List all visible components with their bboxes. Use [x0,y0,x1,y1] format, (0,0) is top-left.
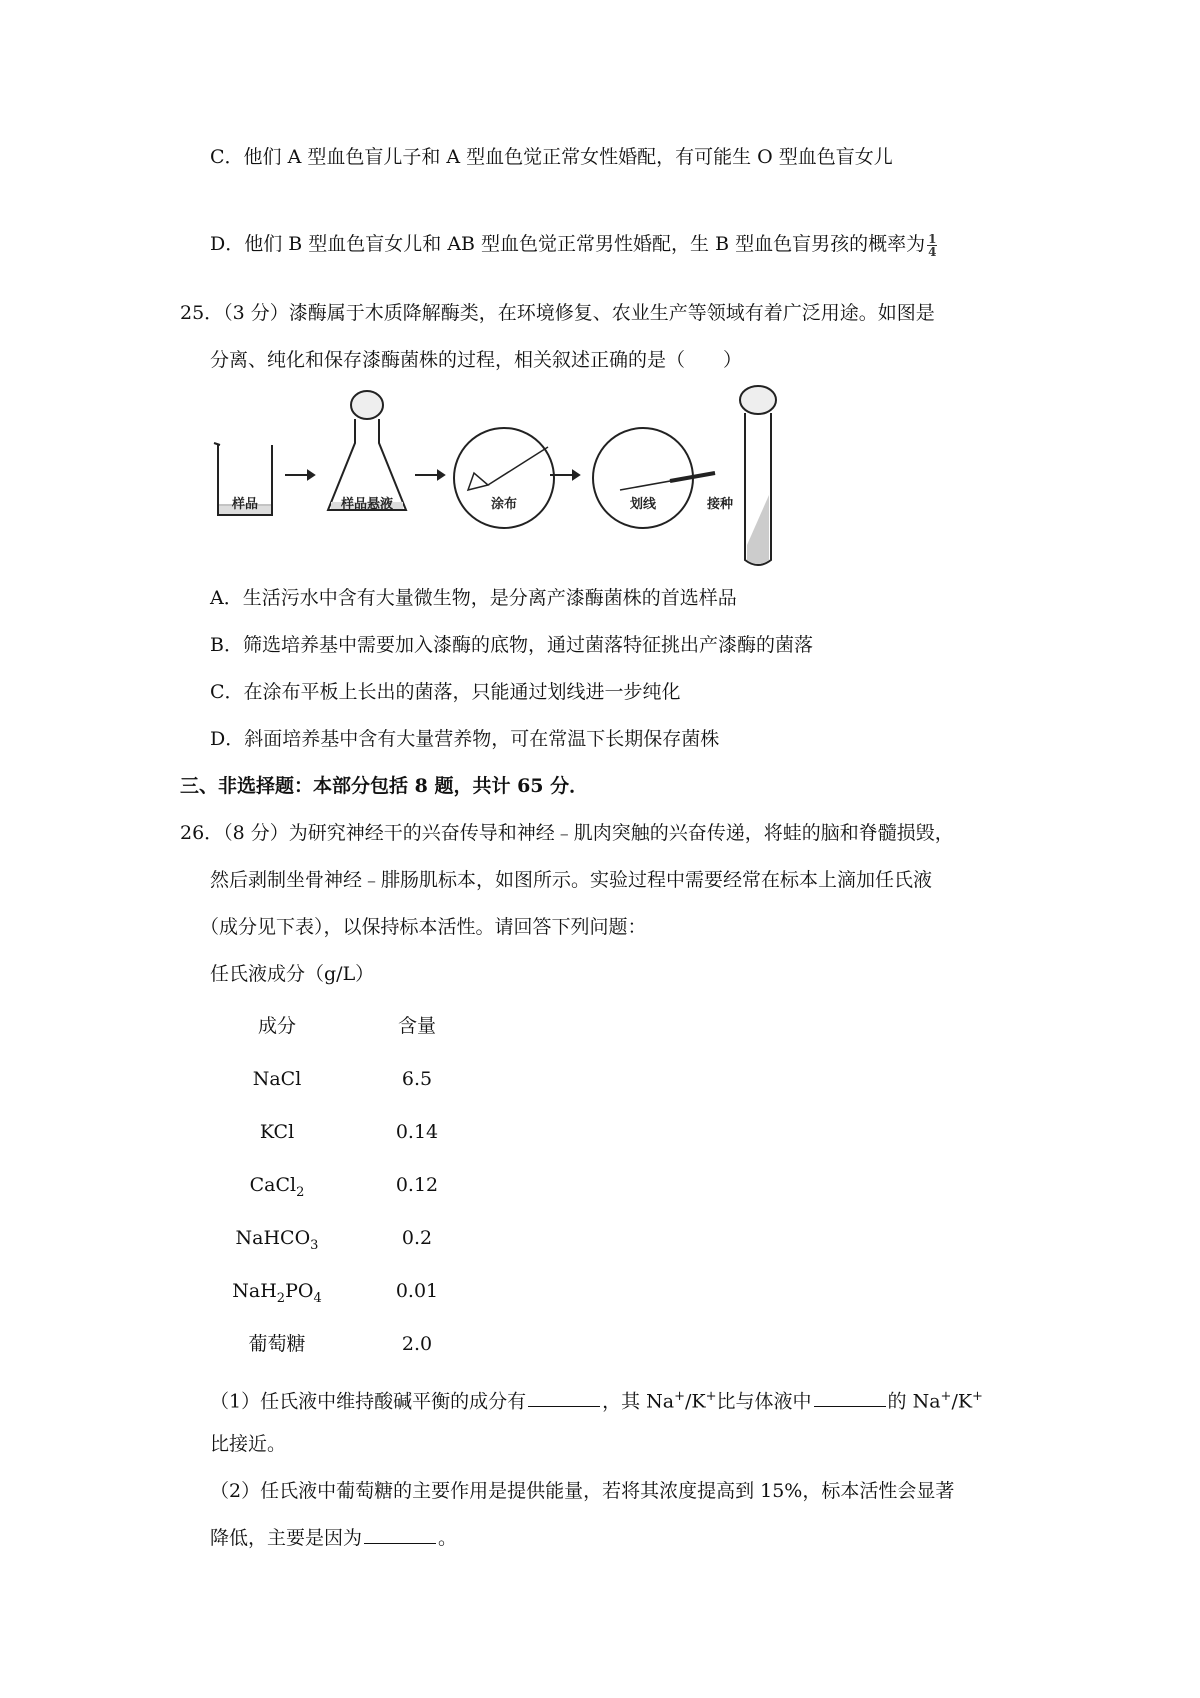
label-streaking: 划线 [629,497,657,512]
q25-option-b: B．筛选培养基中需要加入漆酶的底物，通过菌落特征挑出产漆酶的菌落 [210,634,813,656]
q25-option-c: C．在涂布平板上长出的菌落，只能通过划线进一步纯化 [210,681,681,703]
table-cell-value: 2.0 [401,1333,433,1355]
table-cell-name: 葡萄糖 [248,1333,306,1355]
table-cell-value: 6.5 [401,1068,433,1090]
label-inoculation: 接种 [706,497,734,512]
q26-stem-line1: 26．（8 分）为研究神经干的兴奋传导和神经﹣肌肉突触的兴奋传递，将蛙的脑和脊髓损毁， [180,822,954,844]
q25-stem-line2: 分离、纯化和保存漆酶菌株的过程，相关叙述正确的是（ ） [210,349,743,371]
q26-sub2-line1: （2）任氏液中葡萄糖的主要作用是提供能量，若将其浓度提高到 15%，标本活性会显著 [210,1480,955,1502]
q26-sub1-line1: （1）任氏液中维持酸碱平衡的成分有 ，其 Na+/K+比与体液中 的 Na+/K+ [210,1389,983,1413]
table-header-component: 成分 [257,1015,296,1037]
table-cell-value: 0.2 [401,1227,433,1249]
q24-option-d [210,231,937,258]
flask-icon [328,391,406,510]
table-cell-name: NaCl [252,1068,302,1090]
lab-process-diagram [210,385,850,570]
fraction-one-quarter: $\frac{1}{4}$ [928,231,937,259]
spread-plate-icon [454,428,554,528]
q26-sub2-line2: 降低，主要是因为 。 [210,1527,458,1549]
answer-blank[interactable] [528,1388,600,1407]
section3-heading: 三、非选择题：本部分包括 8 题，共计 65 分． [180,775,589,797]
q25-option-d: D．斜面培养基中含有大量营养物，可在常温下长期保存菌株 [210,728,720,750]
q24-option-d-text: D．他们 B 型血色盲女儿和 AB 型血色觉正常男性婚配，生 B 型血色盲男孩的概率为 [210,233,926,255]
table-cell-name: $NaH_2PO_4$ [232,1280,322,1306]
table-cell-value: 0.14 [395,1121,439,1143]
table-cell-value: 0.12 [395,1174,439,1196]
table-cell-name: KCl [259,1121,295,1143]
answer-blank[interactable] [814,1388,886,1407]
label-sample: 样品 [231,497,259,512]
q25-option-a: A．生活污水中含有大量微生物，是分离产漆酶菌株的首选样品 [210,587,737,609]
label-sample-suspension: 样品悬液 [340,497,394,512]
q26-stem-line2: 然后剥制坐骨神经﹣腓肠肌标本，如图所示。实验过程中需要经常在标本上滴加任氏液 [210,869,933,891]
q26-stem-line3: （成分见下表），以保持标本活性。请回答下列问题： [200,916,647,938]
table-header-content: 含量 [397,1015,436,1037]
streak-plate-icon [593,428,715,528]
arrow-icon [285,471,314,479]
table-cell-name: CaCl$_2$ [249,1174,305,1200]
arrow-icon [415,471,444,479]
q26-sub1-line2: 比接近。 [210,1433,287,1455]
answer-blank[interactable] [364,1525,436,1544]
q26-table-caption: 任氏液成分（g/L） [210,963,375,985]
q25-stem-line1: 25．（3 分）漆酶属于木质降解酶类，在环境修复、农业生产等领域有着广泛用途。如图是 [180,302,935,324]
q24-option-c: C．他们 A 型血色盲儿子和 A 型血色觉正常女性婚配，有可能生 O 型血色盲女儿 [210,146,893,168]
table-cell-name: NaHCO$_3$ [235,1227,319,1253]
test-tube-icon [740,386,776,565]
table-cell-value: 0.01 [395,1280,439,1302]
label-spreading: 涂布 [490,497,518,512]
